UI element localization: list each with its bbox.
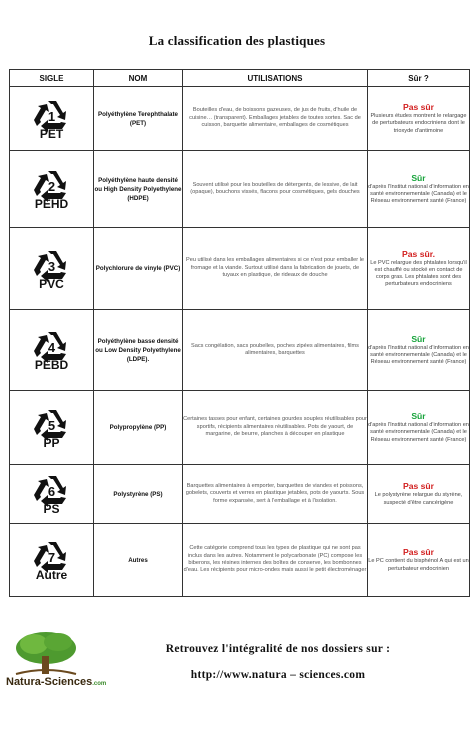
resin-abbreviation: PVC [39, 276, 64, 291]
plastic-name: Polypropylène (PP) [94, 391, 183, 465]
recycling-code-logo [33, 98, 71, 132]
plastic-uses: Peu utilisé dans les emballages alimentaires si ce n'est pour emballer le fromage et la viande. Surtout utilisé dans la fabrication de jouets, de tuyaux en plastique, de rideaux de douche [183, 228, 368, 310]
sigle-cell [10, 228, 94, 310]
resin-code-number: 4 [47, 340, 56, 355]
plastic-name: Polyéthylène basse densité ou Low Density Polyethylene (LDPE). [94, 310, 183, 391]
safety-cell [368, 524, 470, 597]
brand-label: Natura-Sciences [6, 676, 93, 688]
sigle-cell [10, 310, 94, 391]
resin-abbreviation: Autre [35, 568, 68, 582]
plastic-uses: Sacs congélation, sacs poubelles, poches zipées alimentaires, films alimentaires, barquettes [183, 310, 368, 391]
safety-note: Plusieurs études montrent le relargage de perturbateurs endocriniens dont le trioxyde d'antimoine [370, 113, 467, 134]
plastic-uses: Barquettes alimentaires à emporter, barquettes de viandes et poissons, gobelets, couverts et verres en plastique jetables, pots de yaourts. Sous forme expansée, sert à l'emballage et à l'isolation. [183, 465, 368, 524]
resin-abbreviation: PS [43, 502, 60, 516]
table-row [10, 465, 470, 524]
plastics-table [9, 69, 470, 597]
header-utilisations: UTILISATIONS [183, 70, 368, 87]
sigle-cell [10, 391, 94, 465]
safe-verdict: Sûr [411, 411, 426, 422]
plastic-uses: Souvent utilisé pour les bouteilles de détergents, de lessive, de lait (opaque), bouchons vissés, flacons pour cosmétiques, gels douches [183, 151, 368, 228]
resin-code-number: 3 [47, 258, 56, 274]
sigle-cell [10, 151, 94, 228]
recycling-code-logo [33, 329, 71, 363]
table-row [10, 228, 470, 310]
resin-abbreviation: PEBD [34, 358, 69, 372]
header-sigle: SIGLE [10, 70, 94, 87]
promo-text: Retrouvez l'intégralité de nos dossiers sur : [165, 643, 391, 655]
resin-code-number: 5 [47, 417, 56, 433]
plastic-name: Polyéthylène Terephthalate (PET) [94, 87, 183, 151]
sigle-cell [10, 87, 94, 151]
unsafe-verdict: Pas sûr. [402, 248, 435, 259]
resin-code-number: 2 [47, 179, 56, 194]
safety-note: Le PC contient du bisphénol A qui est un perturbateur endocrinien [368, 558, 469, 572]
table-row [10, 310, 470, 391]
plastic-name: Autres [94, 524, 183, 597]
safety-note: d'après l'Institut national d'information en santé environnementale (Canada) et le Réseau environnement santé (France) [368, 422, 469, 443]
plastic-uses: Certaines tasses pour enfant, certaines gourdes souples réutilisables pour sportifs, récipients alimentaires réutilisables. Pots de yaourt, de margarine, de beurre, planches à découper en plastique [183, 391, 368, 465]
header-nom: NOM [94, 70, 183, 87]
safe-verdict: Sûr [411, 172, 426, 183]
plastic-uses: Bouteilles d'eau, de boissons gazeuses, de jus de fruits, d'huile de cuisine… (transparent). Emballages jetables de toutes sortes. Sac de cuisson, barquette alimentaire, emballages de cosmétiques [183, 87, 368, 151]
resin-code-number: 1 [47, 108, 56, 124]
recycling-code-logo [33, 473, 71, 507]
table-header-row [10, 70, 470, 87]
safety-cell [368, 228, 470, 310]
natura-sciences-logo [6, 628, 84, 708]
resin-code-number: 7 [47, 550, 56, 565]
resin-abbreviation: PP [43, 435, 60, 450]
recycling-code-logo [33, 248, 71, 282]
header-sur: Sûr ? [368, 70, 470, 87]
safety-note: d'après l'Institut national d'information en santé environnementale (Canada) et le Réseau environnement santé (France) [368, 183, 469, 205]
plastic-uses: Cette catégorie comprend tous les types de plastique qui ne sont pas inclus dans les autres. Notamment le polycarbonate (PC) compose les biberons, les résines internes des boîtes de conserve, les bombonnes d'eau. Les récipients pour micro-ondes mais aussi le petit électroménager [183, 524, 368, 597]
safety-cell [368, 391, 470, 465]
plastic-name: Polyéthylène haute densité ou High Density Polyethylene (HDPE) [94, 151, 183, 228]
resin-abbreviation: PEHD [34, 197, 69, 211]
unsafe-verdict: Pas sûr [402, 547, 435, 558]
safety-note: Le polystyrène relargue du styrène, suspecté d'être cancérigène [374, 492, 463, 506]
recycling-code-logo [33, 407, 71, 441]
table-row [10, 391, 470, 465]
safety-cell [368, 310, 470, 391]
safety-cell [368, 465, 470, 524]
unsafe-verdict: Pas sûr [402, 481, 435, 492]
recycling-code-logo [33, 539, 71, 573]
page-title: La classification des plastiques [148, 33, 326, 48]
sigle-cell [10, 524, 94, 597]
website-link[interactable]: http://www.natura – sciences.com [190, 669, 366, 681]
safe-verdict: Sûr [411, 333, 426, 344]
brand-suffix: .com [92, 681, 107, 687]
resin-abbreviation: PET [39, 126, 64, 141]
sigle-cell [10, 465, 94, 524]
plastic-name: Polystyrène (PS) [94, 465, 183, 524]
safety-cell [368, 87, 470, 151]
table-row [10, 524, 470, 597]
resin-code-number: 6 [47, 484, 56, 499]
unsafe-verdict: Pas sûr [402, 102, 435, 113]
table-row [10, 87, 470, 151]
tree-icon [6, 628, 84, 678]
table-row [10, 151, 470, 228]
safety-cell [368, 151, 470, 228]
safety-note: Le PVC relargue des phtalates lorsqu'il est chauffé ou stocké en contact de corps gras. Les phtalates sont des perturbateurs endocriniens [370, 259, 467, 288]
plastic-name: Polychlorure de vinyle (PVC) [94, 228, 183, 310]
safety-note: d'après l'Institut national d'information en santé environnementale (Canada) et le Réseau environnement santé (France) [368, 344, 469, 366]
recycling-code-logo [33, 168, 71, 202]
